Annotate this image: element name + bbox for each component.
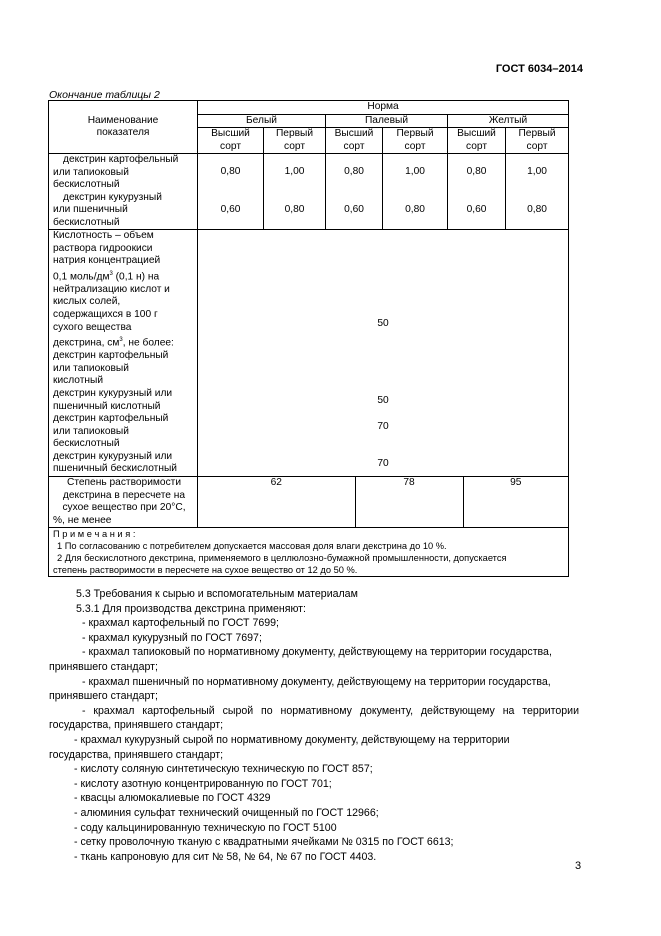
list-item: - крахмал кукурузный сырой по нормативному документу, действующему на территории bbox=[74, 733, 510, 746]
table-caption: Окончание таблицы 2 bbox=[49, 89, 160, 101]
solubility-value: 95 bbox=[463, 477, 568, 527]
norms-table bbox=[48, 100, 569, 577]
list-item: - крахмал кукурузный по ГОСТ 7697; bbox=[82, 631, 262, 644]
page-number: 3 bbox=[575, 860, 582, 872]
list-item: - кислоту соляную синтетическую техническую по ГОСТ 857; bbox=[74, 763, 373, 776]
notes-title: П р и м е ч а н и я : bbox=[53, 529, 136, 540]
value-cell: 0,80 0,60 bbox=[198, 154, 264, 230]
grade-first-header: Первый сорт bbox=[383, 128, 448, 154]
row-names: Степень растворимости декстрина в пересчете на сухое вещество при 20°C, %, не менее bbox=[49, 477, 198, 528]
note-item: 1 По согласованию с потребителем допускается массовая доля влаги декстрина до 10 %. bbox=[57, 541, 447, 552]
value-cell: 0,80 0,60 bbox=[326, 154, 383, 230]
value-cell: 0,80 0,60 bbox=[448, 154, 506, 230]
table-notes bbox=[49, 528, 569, 577]
acidity-value: 50 bbox=[377, 395, 389, 406]
list-item-cont: принявшего стандарт; bbox=[49, 690, 158, 703]
list-item: - ткань капроновую для сит № 58, № 64, № 67 по ГОСТ 4403. bbox=[74, 850, 377, 863]
solubility-value: 62 bbox=[270, 477, 282, 489]
list-item: - крахмал картофельный по ГОСТ 7699; bbox=[82, 617, 279, 630]
solubility-value: 78 bbox=[355, 477, 463, 527]
list-item: - алюминия сульфат технический очищенный по ГОСТ 12966; bbox=[74, 806, 379, 819]
notes-cell bbox=[49, 528, 569, 577]
row-names: Кислотность – объем раствора гидроокиси натрия концентрацией 0,1 моль/$дм^3$ (0,1 н) на нейтрализацию кислот и кислых солей, содержащихся в 100 г сухого вещества декстрина, $см^3$, не более: декстрин картофельный или тапиоковый кислотный декстрин кукурузный или пшеничный кислотный декстрин картофельный или тапиоковый бескислотный декстрин кукурузный или пшеничный бескислотный bbox=[49, 230, 198, 477]
note-item: 2 Для бескислотного декстрина, применяемого в целлюлозно-бумажной промышленности, допускается bbox=[57, 553, 507, 564]
value-cell: 1,00 0,80 bbox=[506, 154, 569, 230]
list-item: - крахмал пшеничный по нормативному документу, действующему на территории государства, bbox=[82, 675, 551, 688]
paragraph: 5.3.1 Для производства декстрина применяют: bbox=[76, 602, 306, 615]
color-white-header: Белый bbox=[198, 114, 326, 128]
grade-first-header: Первый сорт bbox=[506, 128, 569, 154]
color-yellow-header: Желтый bbox=[448, 114, 569, 128]
list-item: - крахмал тапиоковый по нормативному документу, действующему на территории государства, bbox=[82, 646, 552, 659]
list-item-cont: принявшего стандарт; bbox=[49, 660, 158, 673]
section-heading: 5.3 Требования к сырью и вспомогательным материалам bbox=[76, 588, 358, 600]
norm-header: Норма bbox=[198, 101, 569, 115]
list-item-cont: государства, принявшего стандарт; bbox=[49, 748, 224, 761]
body-text bbox=[49, 587, 579, 864]
acidity-value: 50 bbox=[377, 318, 389, 329]
solubility-values bbox=[198, 477, 569, 528]
list-item: - сетку проволочную тканую с квадратными ячейками № 0315 по ГОСТ 6613; bbox=[74, 836, 454, 849]
grade-top-header: Высший сорт bbox=[198, 128, 264, 154]
list-item-cont: государства, принявшего стандарт; bbox=[49, 719, 224, 732]
list-item: - кислоту азотную концентрированную по ГОСТ 701; bbox=[74, 777, 332, 790]
grade-top-header: Высший сорт bbox=[326, 128, 383, 154]
table-row bbox=[49, 477, 569, 528]
value-cell: 1,00 0,80 bbox=[264, 154, 326, 230]
acidity-values bbox=[198, 230, 569, 477]
document-code: ГОСТ 6034–2014 bbox=[495, 63, 583, 75]
row-names: декстрин картофельный или тапиоковый бескислотный декстрин кукурузный или пшеничный бескислотный bbox=[49, 154, 198, 230]
color-pale-header: Палевый bbox=[326, 114, 448, 128]
acidity-value: 70 bbox=[377, 458, 389, 469]
list-item: - крахмал картофельный сырой по нормативному документу, действующему на территории bbox=[82, 704, 579, 717]
grade-top-header: Высший сорт bbox=[448, 128, 506, 154]
list-item: - квасцы алюмокалиевые по ГОСТ 4329 bbox=[74, 792, 271, 805]
note-item: степень растворимости в пересчете на сухое вещество от 12 до 50 %. bbox=[53, 565, 358, 576]
table-row bbox=[49, 230, 569, 477]
grade-first-header: Первый сорт bbox=[264, 128, 326, 154]
table-row bbox=[49, 154, 569, 230]
indicator-header: Наименование показателя bbox=[49, 101, 198, 154]
acidity-value: 70 bbox=[377, 421, 389, 432]
list-item: - соду кальцинированную техническую по ГОСТ 5100 bbox=[74, 821, 337, 834]
value-cell: 1,00 0,80 bbox=[383, 154, 448, 230]
